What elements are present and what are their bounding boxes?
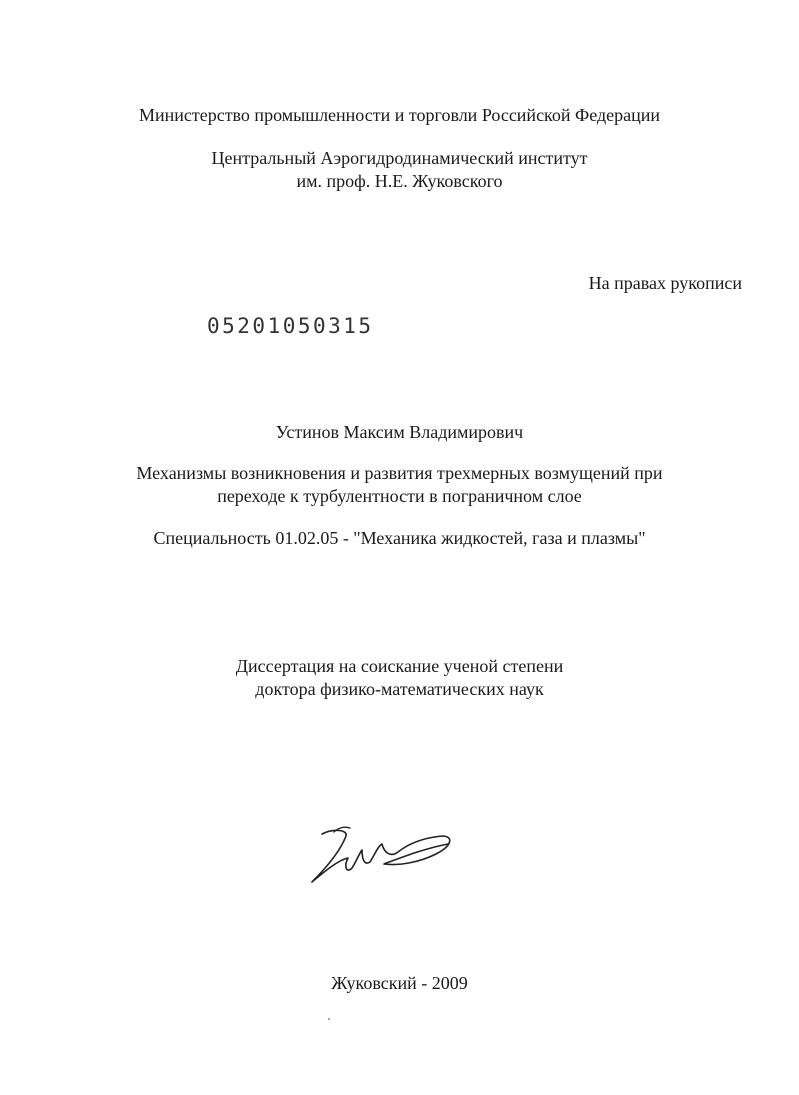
degree-line2: доктора физико-математических наук	[255, 679, 544, 699]
degree-line1: Диссертация на соискание ученой степени	[235, 656, 564, 676]
scan-speck	[328, 1018, 330, 1020]
registry-number: 05201050315	[207, 314, 374, 338]
specialty: Специальность 01.02.05 - "Механика жидкостей, газа и плазмы"	[153, 528, 646, 548]
dissertation-title-line2: переходе к турбулентности в пограничном слое	[217, 486, 582, 506]
author-name: Устинов Максим Владимирович	[275, 422, 524, 442]
place-and-year: Жуковский - 2009	[331, 973, 468, 993]
dissertation-title-line1: Механизмы возникновения и развития трехмерных возмущений при	[136, 463, 663, 483]
ministry-heading: Министерство промышленности и торговли Российской Федерации	[138, 105, 661, 125]
institute-dedication: им. проф. Н.Е. Жуковского	[296, 171, 503, 191]
signature-icon	[304, 822, 464, 892]
manuscript-note: На правах рукописи	[588, 273, 742, 293]
institute-name: Центральный Аэрогидродинамический институт	[211, 148, 588, 168]
